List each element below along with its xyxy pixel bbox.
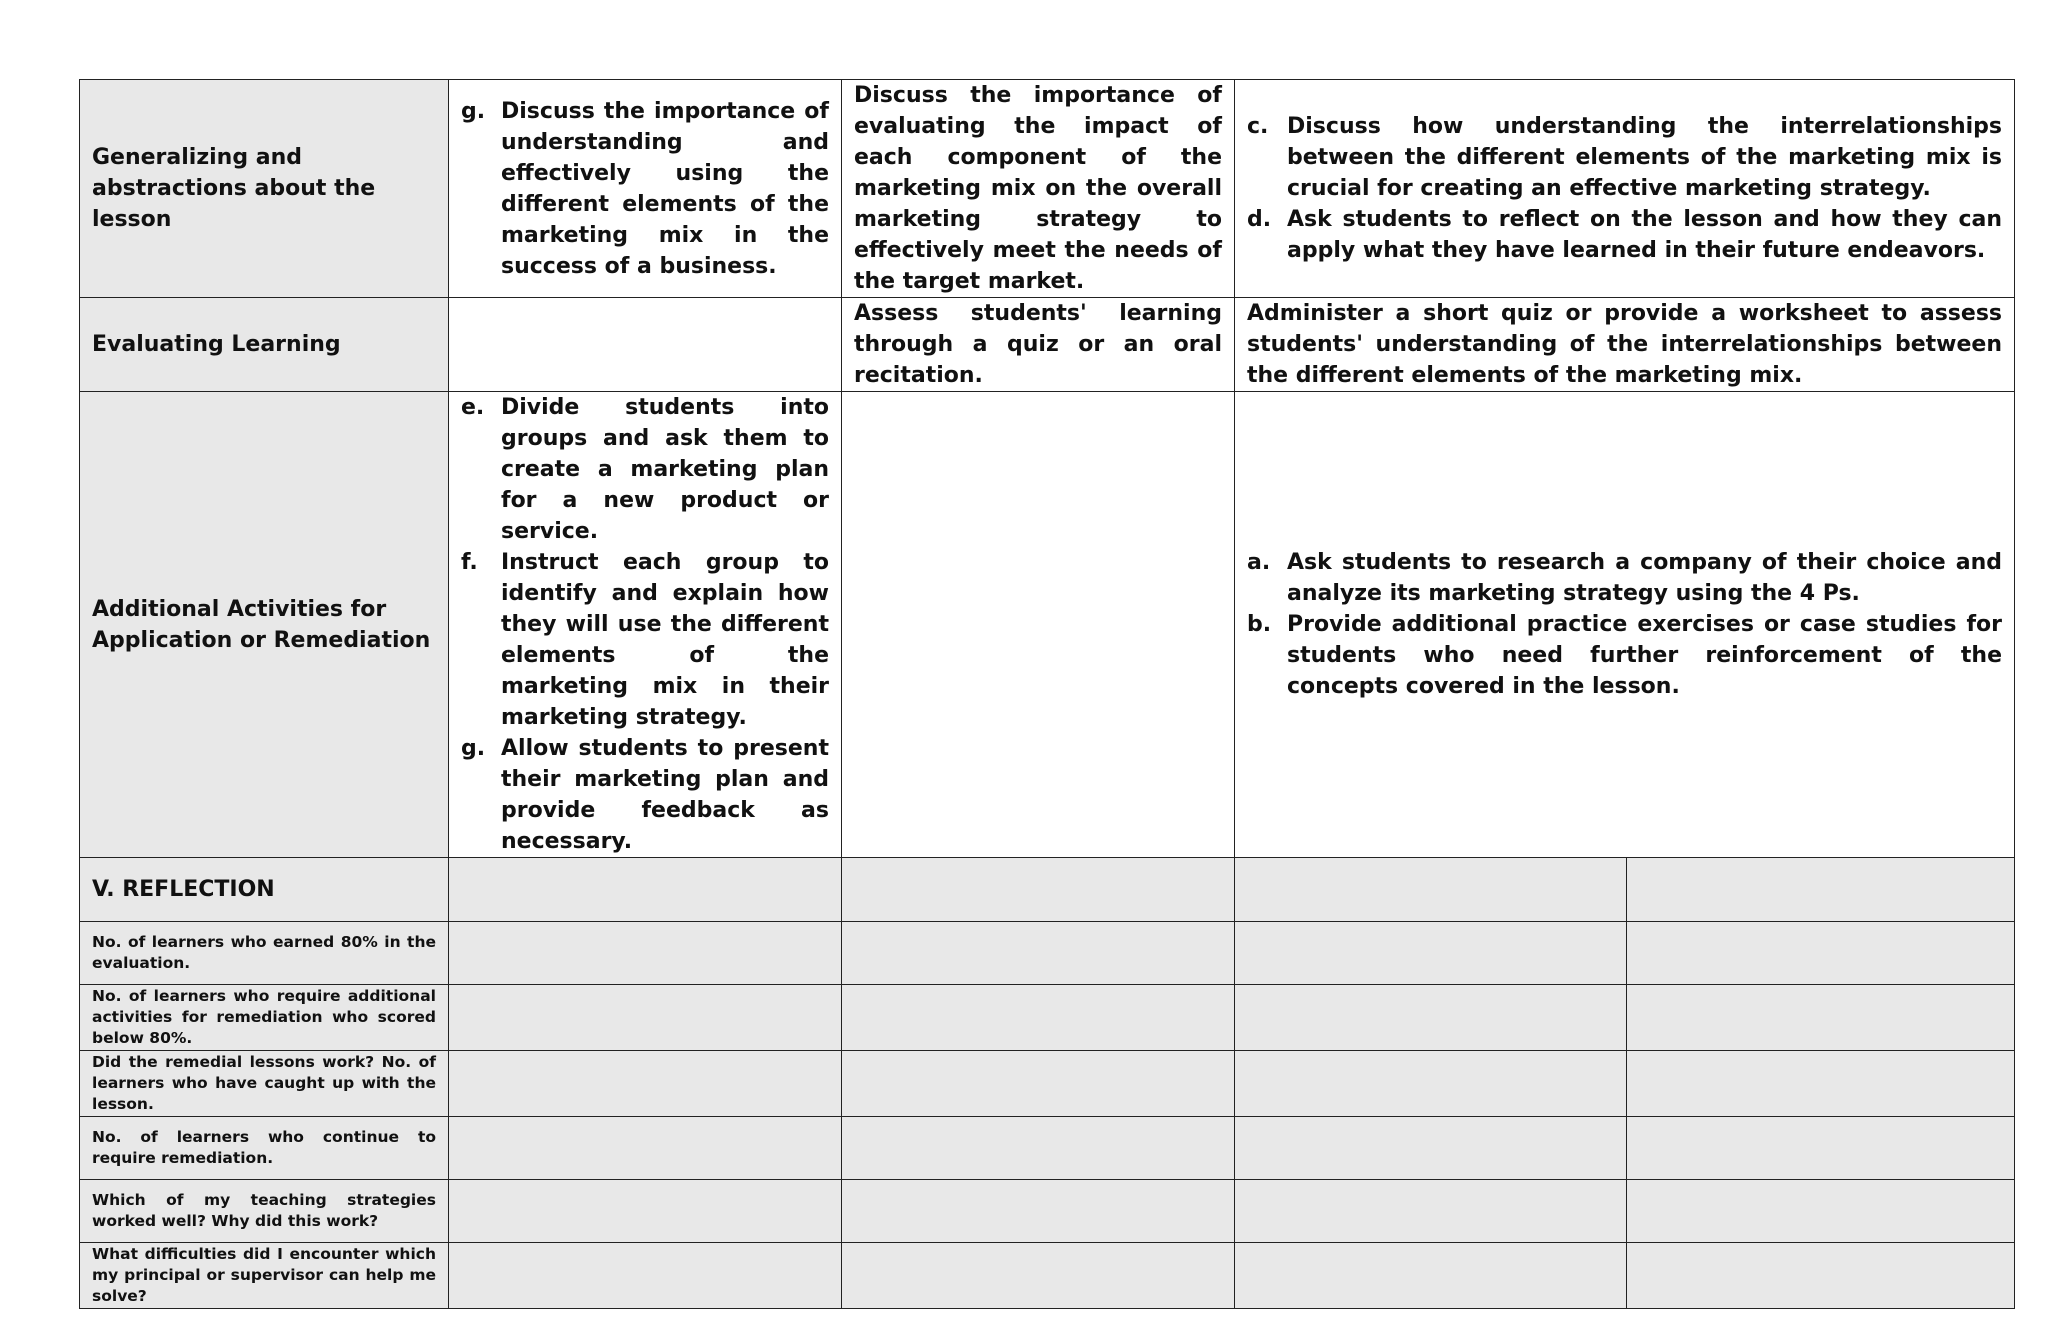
list-item-text: Discuss the importance of understanding and effectively using the different elements of the marketing mix in the success of a business. [501,98,829,279]
row-label-generalizing: Generalizing and abstractions about the lesson [80,80,449,298]
evaluating-row [80,298,2015,392]
reflection-cell [449,1180,842,1243]
list-item [461,96,829,282]
reflection-question: No. of learners who continue to require remediation. [80,1117,449,1180]
additional-activities-row [80,392,2015,858]
reflection-cell [1627,1243,2015,1309]
generalizing-col1-list [461,96,829,282]
additional-col1 [449,392,842,858]
reflection-cell [1627,1180,2015,1243]
reflection-cell [449,1117,842,1180]
reflection-question: No. of learners who earned 80% in the evaluation. [80,922,449,985]
reflection-cell [1235,985,1627,1051]
reflection-cell [1235,1117,1627,1180]
additional-col2-empty [842,392,1235,858]
reflection-cell [1235,1243,1627,1309]
reflection-question: No. of learners who require additional activities for remediation who scored below 80%. [80,985,449,1051]
reflection-heading: V. REFLECTION [80,858,449,922]
additional-col3 [1235,392,2015,858]
list-marker: d. [1247,207,1272,232]
list-marker: c. [1247,114,1269,139]
generalizing-col3-list [1247,111,2002,266]
reflection-cell [449,922,842,985]
reflection-question: Did the remedial lessons work? No. of learners who have caught up with the lesson. [80,1051,449,1117]
reflection-cell [449,1243,842,1309]
reflection-cell [1235,922,1627,985]
list-item-text: Divide students into groups and ask them to create a marketing plan for a new product or service. [501,395,829,544]
reflection-row [80,985,2015,1051]
generalizing-col1 [449,80,842,298]
list-item-text: Provide additional practice exercises or case studies for students who need further reinforcement of the concepts covered in the lesson. [1287,612,2003,699]
evaluating-col3: Administer a short quiz or provide a worksheet to assess students' understanding of the interrelationships between the different elements of the marketing mix. [1235,298,2015,392]
reflection-cell [449,1051,842,1117]
list-marker: b. [1247,612,1272,637]
list-item [1247,609,2002,702]
evaluating-col2: Assess students' learning through a quiz or an oral recitation. [842,298,1235,392]
reflection-cell [842,1180,1235,1243]
list-marker: g. [461,736,486,761]
list-item-text: Discuss how understanding the interrelationships between the different elements of the marketing mix is crucial for creating an effective marketing strategy. [1287,114,2003,201]
list-item-text: Ask students to reflect on the lesson and how they can apply what they have learned in their future endeavors. [1287,207,2003,263]
reflection-cell [1235,1180,1627,1243]
reflection-cell [1627,1051,2015,1117]
list-item [1247,547,2002,609]
generalizing-col3 [1235,80,2015,298]
reflection-row [80,1243,2015,1309]
list-item [461,392,829,547]
reflection-cell [842,985,1235,1051]
list-item-text: Ask students to research a company of their choice and analyze its marketing strategy using the 4 Ps. [1287,550,2003,606]
list-item-text: Instruct each group to identify and explain how they will use the different elements of the marketing mix in their marketing strategy. [501,550,829,730]
additional-col1-list [461,392,829,857]
reflection-cell [1627,985,2015,1051]
reflection-row [80,922,2015,985]
list-item [461,547,829,733]
list-item [1247,204,2002,266]
reflection-cell [1627,1117,2015,1180]
reflection-cell [449,858,842,922]
reflection-cell [842,1243,1235,1309]
reflection-row [80,1117,2015,1180]
daily-lesson-log-table [79,79,2015,1309]
row-label-evaluating: Evaluating Learning [80,298,449,392]
generalizing-row [80,80,2015,298]
reflection-question: What difficulties did I encounter which my principal or supervisor can help me solve? [80,1243,449,1309]
reflection-row [80,1180,2015,1243]
reflection-cell [449,985,842,1051]
list-item-text: Allow students to present their marketing plan and provide feedback as necessary. [501,736,829,854]
reflection-cell [1235,1051,1627,1117]
evaluating-col1-empty [449,298,842,392]
reflection-cell [842,922,1235,985]
list-marker: e. [461,395,485,420]
reflection-cell [842,1051,1235,1117]
list-item [461,733,829,857]
list-marker: f. [461,550,478,575]
reflection-cell [842,1117,1235,1180]
list-marker: g. [461,98,486,124]
generalizing-col2: Discuss the importance of evaluating the impact of each component of the marketing mix on the overall marketing strategy to effectively meet the needs of the target market. [842,80,1235,298]
list-item [1247,111,2002,204]
reflection-cell [1627,922,2015,985]
row-label-additional: Additional Activities for Application or Remediation [80,392,449,858]
reflection-question: Which of my teaching strategies worked well? Why did this work? [80,1180,449,1243]
reflection-row [80,1051,2015,1117]
reflection-cell [842,858,1235,922]
reflection-cell [1627,858,2015,922]
reflection-cell [1235,858,1627,922]
additional-col3-list [1247,547,2002,702]
list-marker: a. [1247,550,1271,575]
reflection-heading-row [80,858,2015,922]
